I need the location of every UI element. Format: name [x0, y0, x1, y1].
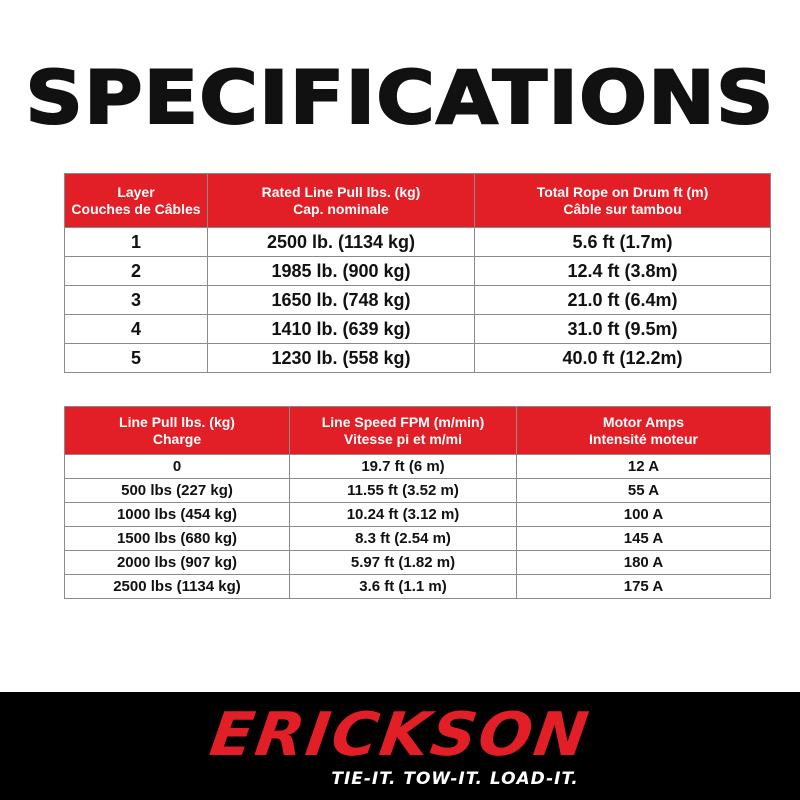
cell-line-pull: 0 [65, 455, 290, 479]
cell-rated-pull: 1650 lb. (748 kg) [208, 286, 475, 315]
header-line: Line Pull lbs. (kg) [119, 413, 235, 430]
header-line: Line Speed FPM (m/min) [321, 413, 485, 430]
cell-motor-amps: 12 A [517, 455, 771, 479]
layer-spec-table [64, 173, 771, 373]
page-title: SPECIFICATIONS [25, 54, 775, 142]
table-row [65, 228, 771, 257]
cell-line-pull: 500 lbs (227 kg) [65, 479, 290, 503]
cell-layer: 3 [65, 286, 208, 315]
cell-motor-amps: 145 A [517, 527, 771, 551]
header-line: Charge [152, 430, 202, 447]
cell-motor-amps: 175 A [517, 575, 771, 599]
cell-line-pull: 1000 lbs (454 kg) [65, 503, 290, 527]
cell-line-pull: 2000 lbs (907 kg) [65, 551, 290, 575]
cell-rope: 31.0 ft (9.5m) [475, 315, 771, 344]
header-line-speed [290, 407, 517, 455]
table-header-row [65, 407, 771, 455]
cell-line-speed: 8.3 ft (2.54 m) [290, 527, 517, 551]
header-line: Câble sur tambou [563, 200, 682, 217]
cell-rated-pull: 2500 lb. (1134 kg) [208, 228, 475, 257]
cell-line-speed: 3.6 ft (1.1 m) [290, 575, 517, 599]
cell-rope: 5.6 ft (1.7m) [475, 228, 771, 257]
table-row [65, 551, 771, 575]
cell-layer: 4 [65, 315, 208, 344]
header-line-pull [65, 407, 290, 455]
table-header-row [65, 174, 771, 228]
cell-line-speed: 5.97 ft (1.82 m) [290, 551, 517, 575]
header-layer [65, 174, 208, 228]
cell-rated-pull: 1410 lb. (639 kg) [208, 315, 475, 344]
cell-motor-amps: 100 A [517, 503, 771, 527]
cell-layer: 1 [65, 228, 208, 257]
header-total-rope [475, 174, 771, 228]
table-row [65, 286, 771, 315]
erickson-logo: ERICKSON [205, 700, 595, 770]
cell-rated-pull: 1985 lb. (900 kg) [208, 257, 475, 286]
table-row [65, 315, 771, 344]
table-row [65, 455, 771, 479]
brand-tagline: TIE-IT. TOW-IT. LOAD-IT. [331, 769, 579, 789]
table-row [65, 503, 771, 527]
brand-footer [0, 692, 800, 800]
header-line: Vitesse pi et m/mi [343, 430, 462, 447]
cell-rated-pull: 1230 lb. (558 kg) [208, 344, 475, 373]
cell-line-speed: 11.55 ft (3.52 m) [290, 479, 517, 503]
performance-spec-table [64, 406, 771, 599]
header-line: Cap. nominale [293, 200, 389, 217]
header-line: Motor Amps [602, 413, 685, 430]
cell-line-speed: 10.24 ft (3.12 m) [290, 503, 517, 527]
header-line: Rated Line Pull lbs. (kg) [261, 183, 421, 200]
cell-line-pull: 1500 lbs (680 kg) [65, 527, 290, 551]
header-rated-line-pull [208, 174, 475, 228]
cell-layer: 5 [65, 344, 208, 373]
cell-layer: 2 [65, 257, 208, 286]
cell-line-pull: 2500 lbs (1134 kg) [65, 575, 290, 599]
cell-rope: 12.4 ft (3.8m) [475, 257, 771, 286]
table-row [65, 479, 771, 503]
table-row [65, 527, 771, 551]
cell-motor-amps: 55 A [517, 479, 771, 503]
cell-rope: 40.0 ft (12.2m) [475, 344, 771, 373]
table-row [65, 257, 771, 286]
cell-rope: 21.0 ft (6.4m) [475, 286, 771, 315]
table-row [65, 575, 771, 599]
header-line: Intensité moteur [589, 430, 698, 447]
cell-line-speed: 19.7 ft (6 m) [290, 455, 517, 479]
cell-motor-amps: 180 A [517, 551, 771, 575]
header-line: Total Rope on Drum ft (m) [536, 183, 709, 200]
header-line: Layer [117, 183, 155, 200]
header-motor-amps [517, 407, 771, 455]
table-row [65, 344, 771, 373]
header-line: Couches de Câbles [71, 200, 201, 217]
